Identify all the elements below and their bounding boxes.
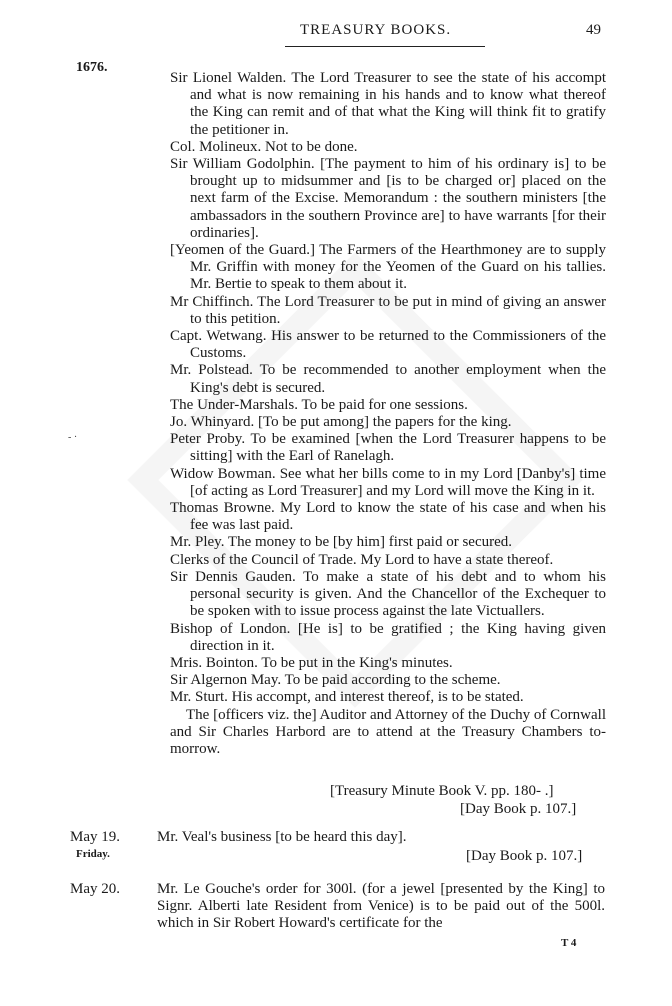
- entry: Mr. Pley. The money to be [by him] first paid or secured.: [170, 534, 513, 551]
- entry: The Under-Marshals. To be paid for one sessions.: [170, 396, 468, 413]
- stray-mark: - ·: [68, 432, 78, 443]
- entry: [Yeomen of the Guard.] The Farmers of the Hearthmoney are to supply Mr. Griffin with money for the Yeomen of the Guard on his tallies. Mr. Bertie to speak to them about it.: [170, 242, 606, 293]
- entry: Mr Chiffinch. The Lord Treasurer to be put in mind of giving an answer to this petition.: [170, 293, 606, 327]
- day-friday: Friday.: [76, 848, 110, 860]
- entry-may-20: Mr. Le Gouche's order for 300l. (for a jewel [presented by the King] to Signr. Alberti late Resident from Venice) is to be paid out of the 500l. which in Sir Robert Howard's certificate for the: [157, 881, 605, 932]
- signature-mark: T 4: [561, 937, 577, 949]
- entry: Bishop of London. [He is] to be gratified ; the King having given direction in it.: [170, 620, 606, 654]
- entry: Mr. Polstead. To be recommended to another employment when the King's debt is secured.: [170, 362, 606, 396]
- entry: Sir Algernon May. To be paid according to the scheme.: [170, 672, 501, 689]
- margin-year: 1676.: [76, 60, 108, 75]
- entry: Sir Dennis Gauden. To make a state of his debt and to whom his personal security is given. And the Chancellor of the Exchequer to be spoken with to issue process against the late Victuallers.: [170, 568, 606, 620]
- entry: Jo. Whinyard. [To be put among] the papers for the king.: [170, 414, 512, 431]
- source-reference-minute-book: [Treasury Minute Book V. pp. 180- .]: [330, 783, 554, 799]
- entry: Sir Lionel Walden. The Lord Treasurer to see the state of his accompt and what is now remaining in his hands and to know what thereof the King can remit and of that what the King will think fit to gratify the petitioner in.: [170, 70, 606, 138]
- entry: Peter Proby. To be examined [when the Lord Treasurer happens to be sitting] with the Earl of Ranelagh.: [170, 431, 606, 465]
- entry: Widow Bowman. See what her bills come to in my Lord [Danby's] time [of acting as Lord Treasurer] and my Lord will move the King in it.: [170, 465, 606, 499]
- date-may-19: May 19.: [70, 829, 120, 845]
- running-header: TREASURY BOOKS.: [300, 22, 452, 38]
- source-reference-may-19: [Day Book p. 107.]: [466, 848, 583, 864]
- entry: Col. Molineux. Not to be done.: [170, 138, 358, 155]
- entry: Mr. Sturt. His accompt, and interest thereof, is to be stated.: [170, 689, 524, 706]
- source-reference-day-book: [Day Book p. 107.]: [460, 801, 577, 817]
- header-rule: [285, 46, 485, 47]
- entry: Mris. Bointon. To be put in the King's minutes.: [170, 654, 453, 671]
- entry: Clerks of the Council of Trade. My Lord to have a state thereof.: [170, 551, 554, 568]
- entry: Sir William Godolphin. [The payment to him of his ordinary is] to be brought up to midsummer and [is to be charged or] placed on the next farm of the Excise. Memorandum : the southern ministers [the ambassadors in the southern Province are] to have warrants [for their ordinaries].: [170, 156, 606, 241]
- entry-may-19: Mr. Veal's business [to be heard this day].: [157, 829, 407, 845]
- page-number: 49: [586, 22, 601, 38]
- minute-entries: [170, 70, 606, 758]
- closing-paragraph: The [officers viz. the] Auditor and Attorney of the Duchy of Cornwall and Sir Charles Harbord are to attend at the Treasury Chambers to-morrow.: [170, 706, 606, 757]
- date-may-20: May 20.: [70, 881, 120, 897]
- entry: Thomas Browne. My Lord to know the state of his case and when his fee was last paid.: [170, 500, 606, 534]
- entry: Capt. Wetwang. His answer to be returned to the Commissioners of the Customs.: [170, 328, 606, 362]
